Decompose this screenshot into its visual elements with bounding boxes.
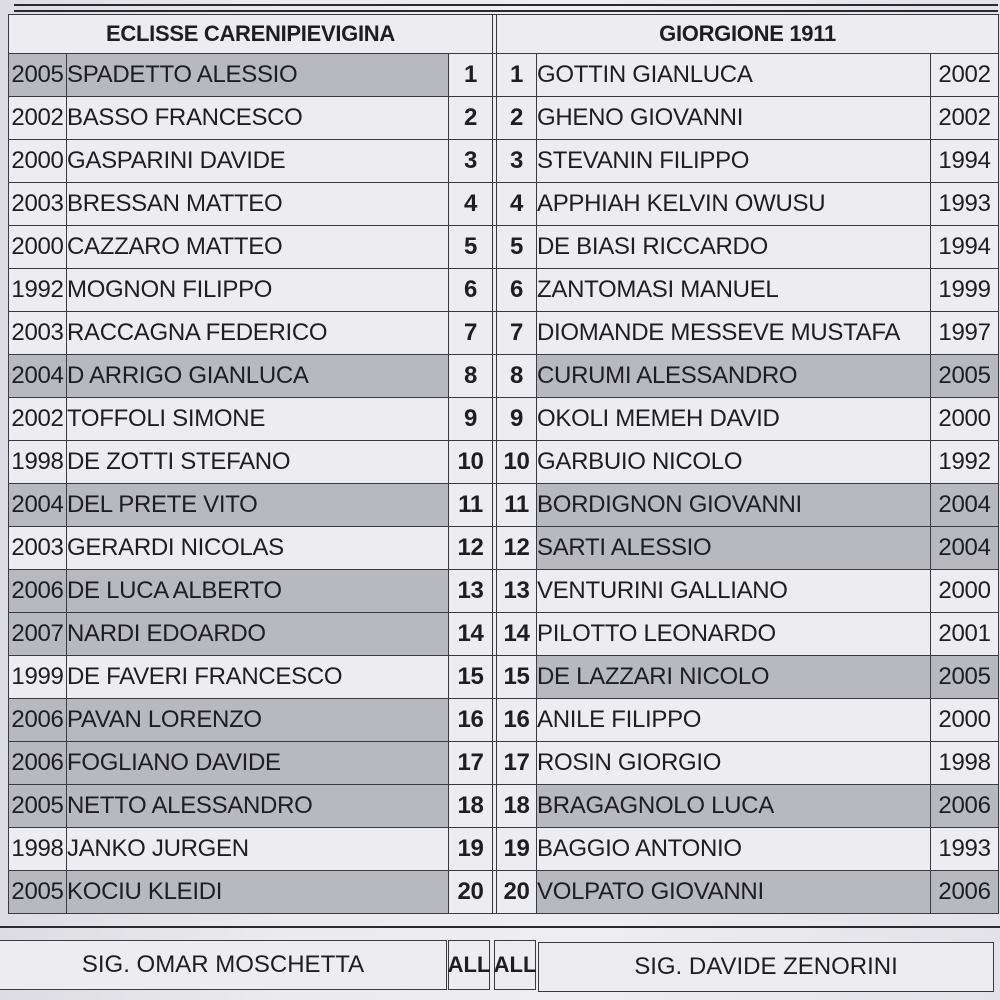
player-row — [9, 484, 999, 527]
away-player-number: 13 — [497, 570, 537, 613]
away-player-name: BAGGIO ANTONIO — [537, 828, 931, 871]
home-player-number: 5 — [449, 226, 493, 269]
away-player-number: 18 — [497, 785, 537, 828]
home-player-number: 7 — [449, 312, 493, 355]
home-coach-role: ALL — [448, 940, 490, 990]
away-player-year: 2000 — [931, 699, 999, 742]
away-player-year: 2005 — [931, 656, 999, 699]
player-row — [9, 828, 999, 871]
away-player-year: 1999 — [931, 269, 999, 312]
home-player-number: 6 — [449, 269, 493, 312]
home-player-year: 2005 — [9, 871, 67, 914]
away-player-number: 11 — [497, 484, 537, 527]
home-player-year: 2005 — [9, 54, 67, 97]
home-player-number: 20 — [449, 871, 493, 914]
home-player-year: 2000 — [9, 140, 67, 183]
player-row — [9, 742, 999, 785]
home-player-name: JANKO JURGEN — [67, 828, 449, 871]
home-player-name: D ARRIGO GIANLUCA — [67, 355, 449, 398]
away-player-year: 2006 — [931, 785, 999, 828]
away-player-number: 14 — [497, 613, 537, 656]
away-player-year: 1993 — [931, 828, 999, 871]
home-player-name: DEL PRETE VITO — [67, 484, 449, 527]
home-player-number: 17 — [449, 742, 493, 785]
home-player-name: DE FAVERI FRANCESCO — [67, 656, 449, 699]
footer-rule — [0, 926, 1000, 928]
away-player-year: 2000 — [931, 570, 999, 613]
home-coach: SIG. OMAR MOSCHETTA — [0, 940, 447, 990]
player-row — [9, 570, 999, 613]
player-row — [9, 441, 999, 484]
home-player-year: 2006 — [9, 742, 67, 785]
away-player-name: ROSIN GIORGIO — [537, 742, 931, 785]
away-player-number: 10 — [497, 441, 537, 484]
home-player-number: 10 — [449, 441, 493, 484]
home-player-name: BRESSAN MATTEO — [67, 183, 449, 226]
home-player-name: FOGLIANO DAVIDE — [67, 742, 449, 785]
away-player-year: 1994 — [931, 226, 999, 269]
home-player-name: TOFFOLI SIMONE — [67, 398, 449, 441]
home-player-year: 1999 — [9, 656, 67, 699]
away-player-name: BORDIGNON GIOVANNI — [537, 484, 931, 527]
away-player-year: 2004 — [931, 484, 999, 527]
away-player-year: 2006 — [931, 871, 999, 914]
away-player-name: ZANTOMASI MANUEL — [537, 269, 931, 312]
home-player-name: NETTO ALESSANDRO — [67, 785, 449, 828]
home-player-name: DE LUCA ALBERTO — [67, 570, 449, 613]
player-row — [9, 269, 999, 312]
player-row — [9, 656, 999, 699]
away-player-year: 2002 — [931, 97, 999, 140]
home-player-number: 2 — [449, 97, 493, 140]
away-player-name: BRAGAGNOLO LUCA — [537, 785, 931, 828]
home-player-number: 9 — [449, 398, 493, 441]
away-player-number: 5 — [497, 226, 537, 269]
home-player-number: 11 — [449, 484, 493, 527]
away-player-name: DE BIASI RICCARDO — [537, 226, 931, 269]
away-player-year: 1992 — [931, 441, 999, 484]
player-row — [9, 97, 999, 140]
coaches-footer — [0, 936, 1000, 992]
home-player-year: 1998 — [9, 441, 67, 484]
player-row — [9, 871, 999, 914]
away-player-year: 2001 — [931, 613, 999, 656]
player-row — [9, 183, 999, 226]
away-player-name: GARBUIO NICOLO — [537, 441, 931, 484]
player-row — [9, 785, 999, 828]
home-player-year: 2005 — [9, 785, 67, 828]
away-player-number: 17 — [497, 742, 537, 785]
home-player-name: PAVAN LORENZO — [67, 699, 449, 742]
home-player-year: 1992 — [9, 269, 67, 312]
home-player-number: 19 — [449, 828, 493, 871]
player-row — [9, 140, 999, 183]
away-player-number: 20 — [497, 871, 537, 914]
home-player-name: DE ZOTTI STEFANO — [67, 441, 449, 484]
player-row — [9, 312, 999, 355]
away-player-number: 4 — [497, 183, 537, 226]
away-player-name: ANILE FILIPPO — [537, 699, 931, 742]
home-player-year: 2003 — [9, 183, 67, 226]
away-coach: SIG. DAVIDE ZENORINI — [538, 942, 994, 992]
away-player-name: VOLPATO GIOVANNI — [537, 871, 931, 914]
home-player-year: 1998 — [9, 828, 67, 871]
home-player-name: SPADETTO ALESSIO — [67, 54, 449, 97]
away-player-name: SARTI ALESSIO — [537, 527, 931, 570]
away-player-number: 16 — [497, 699, 537, 742]
home-player-number: 13 — [449, 570, 493, 613]
player-row — [9, 355, 999, 398]
home-player-year: 2002 — [9, 97, 67, 140]
away-player-number: 15 — [497, 656, 537, 699]
home-player-name: GERARDI NICOLAS — [67, 527, 449, 570]
home-player-name: RACCAGNA FEDERICO — [67, 312, 449, 355]
player-row — [9, 527, 999, 570]
away-coach-role: ALL — [494, 940, 536, 990]
home-player-number: 18 — [449, 785, 493, 828]
player-row — [9, 398, 999, 441]
away-player-name: PILOTTO LEONARDO — [537, 613, 931, 656]
away-player-number: 1 — [497, 54, 537, 97]
player-row — [9, 54, 999, 97]
away-player-number: 12 — [497, 527, 537, 570]
away-player-number: 9 — [497, 398, 537, 441]
home-player-number: 1 — [449, 54, 493, 97]
player-row — [9, 226, 999, 269]
home-team-name: ECLISSE CARENIPIEVIGINA — [9, 15, 493, 54]
home-player-number: 3 — [449, 140, 493, 183]
away-player-name: GOTTIN GIANLUCA — [537, 54, 931, 97]
home-player-name: CAZZARO MATTEO — [67, 226, 449, 269]
home-player-year: 2006 — [9, 570, 67, 613]
away-player-name: VENTURINI GALLIANO — [537, 570, 931, 613]
away-player-number: 2 — [497, 97, 537, 140]
team-header-row — [9, 15, 999, 54]
home-player-number: 8 — [449, 355, 493, 398]
home-player-name: NARDI EDOARDO — [67, 613, 449, 656]
home-player-number: 15 — [449, 656, 493, 699]
home-player-name: GASPARINI DAVIDE — [67, 140, 449, 183]
lineup-table — [8, 14, 999, 914]
away-player-year: 1993 — [931, 183, 999, 226]
player-row — [9, 699, 999, 742]
away-player-year: 2005 — [931, 355, 999, 398]
away-player-number: 3 — [497, 140, 537, 183]
home-player-year: 2003 — [9, 527, 67, 570]
away-player-name: APPHIAH KELVIN OWUSU — [537, 183, 931, 226]
player-row — [9, 613, 999, 656]
away-player-name: CURUMI ALESSANDRO — [537, 355, 931, 398]
top-rule — [14, 4, 998, 12]
away-player-name: GHENO GIOVANNI — [537, 97, 931, 140]
away-player-number: 19 — [497, 828, 537, 871]
home-player-name: MOGNON FILIPPO — [67, 269, 449, 312]
away-player-number: 7 — [497, 312, 537, 355]
away-player-year: 1997 — [931, 312, 999, 355]
home-player-year: 2006 — [9, 699, 67, 742]
away-player-name: STEVANIN FILIPPO — [537, 140, 931, 183]
home-player-year: 2004 — [9, 484, 67, 527]
away-player-number: 6 — [497, 269, 537, 312]
home-player-number: 14 — [449, 613, 493, 656]
away-team-name: GIORGIONE 1911 — [497, 15, 999, 54]
home-player-year: 2002 — [9, 398, 67, 441]
home-player-name: BASSO FRANCESCO — [67, 97, 449, 140]
away-player-number: 8 — [497, 355, 537, 398]
home-player-number: 12 — [449, 527, 493, 570]
away-player-year: 2004 — [931, 527, 999, 570]
roster-body — [9, 54, 999, 914]
home-player-number: 16 — [449, 699, 493, 742]
away-player-year: 1998 — [931, 742, 999, 785]
away-player-name: DIOMANDE MESSEVE MUSTAFA — [537, 312, 931, 355]
home-player-year: 2000 — [9, 226, 67, 269]
home-player-year: 2004 — [9, 355, 67, 398]
away-player-year: 1994 — [931, 140, 999, 183]
home-player-number: 4 — [449, 183, 493, 226]
away-player-name: DE LAZZARI NICOLO — [537, 656, 931, 699]
away-player-year: 2000 — [931, 398, 999, 441]
home-player-year: 2003 — [9, 312, 67, 355]
away-player-name: OKOLI MEMEH DAVID — [537, 398, 931, 441]
away-player-year: 2002 — [931, 54, 999, 97]
home-player-name: KOCIU KLEIDI — [67, 871, 449, 914]
home-player-year: 2007 — [9, 613, 67, 656]
